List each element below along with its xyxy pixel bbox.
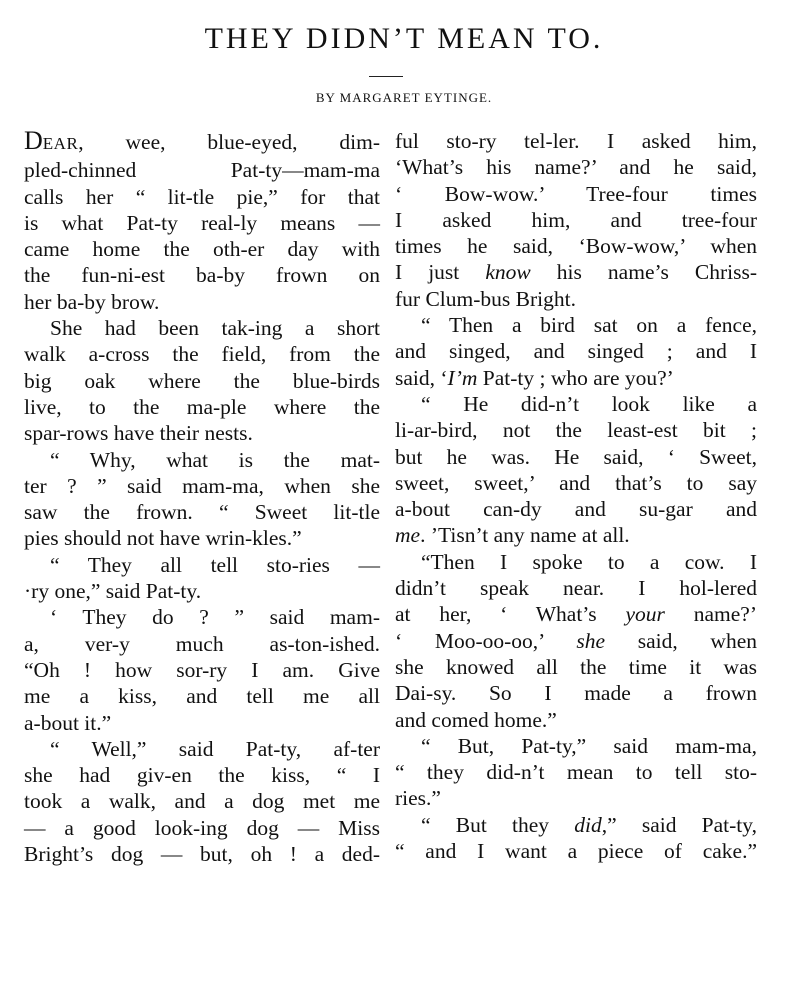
text-line: sweet, sweet,’ and that’s to say	[395, 470, 757, 495]
text-line: “ and I want a piece of cake.”	[395, 839, 757, 864]
text-line: ‘ They do ? ” said mam-	[50, 605, 380, 630]
text-line: times he said, ‘Bow-wow,’ when	[395, 234, 757, 259]
text-line	[395, 522, 757, 548]
italic-word: I’m	[447, 365, 478, 390]
text-line: “ Well,” said Pat-ty, af-ter	[50, 736, 380, 761]
text-line: ful sto-ry tel-ler. I asked him,	[395, 129, 757, 153]
italic-word: me	[395, 523, 421, 548]
text-line: calls her “ lit-tle pie,” for that	[24, 184, 380, 209]
text-line: Bright’s dog — but, oh ! a ded-	[24, 842, 380, 867]
text-line: her ba-by brow.	[24, 289, 160, 314]
italic-word: did	[574, 812, 602, 837]
text-line: a-bout can-dy and su-gar and	[395, 497, 757, 522]
text-line: the fun-ni-est ba-by frown on	[24, 263, 380, 288]
text-line: I asked him, and tree-four	[395, 207, 757, 232]
italic-word: she	[576, 628, 606, 653]
text-fragment: at her, ‘ What’s	[395, 602, 626, 627]
text-fragment: name?’	[664, 602, 757, 627]
text-line: she knowed all the time it was	[395, 654, 757, 679]
text-line	[395, 259, 757, 285]
text-line: ries.”	[395, 786, 441, 811]
text-line: fur Clum-bus Bright.	[395, 286, 576, 311]
title-rule	[369, 76, 403, 77]
text-line: big oak where the blue-birds	[24, 368, 380, 393]
text-line: took a walk, and a dog met me	[24, 789, 380, 814]
text-line: li-ar-bird, not the least-est bit ;	[395, 418, 757, 443]
text-fragment: said, when	[605, 628, 757, 653]
text-line: is what Pat-ty real-ly means —	[24, 210, 380, 235]
italic-word: know	[485, 260, 531, 285]
text-line: “ They all tell sto-ries —	[50, 552, 380, 577]
text-line	[395, 812, 757, 838]
text-line: “Then I spoke to a cow. I	[421, 549, 757, 574]
text-line	[395, 628, 757, 654]
text-fragment: “ But they	[421, 812, 575, 837]
text-line: ‘ Bow-wow.’ Tree-four times	[395, 181, 757, 206]
text-line: ‘What’s his name?’ and he said,	[395, 155, 757, 180]
article-byline: BY MARGARET EYTINGE.	[315, 90, 493, 105]
text-fragment: . ’Tisn’t any name at all.	[420, 523, 630, 548]
text-line: and comed home.”	[395, 707, 557, 732]
article-title: THEY DIDN’T MEAN TO.	[204, 22, 604, 55]
text-line: “Oh ! how sor-ry I am. Give	[24, 657, 380, 682]
text-line	[395, 601, 757, 627]
text-fragment: his name’s Chriss-	[530, 260, 758, 285]
text-line: ter ? ” said mam-ma, when she	[24, 473, 380, 498]
text-fragment: Pat-ty ; who are you?’	[477, 365, 674, 390]
text-line: walk a-cross the field, from the	[24, 342, 380, 367]
text-line: pled-chinned Pat-ty—mam-ma	[24, 158, 380, 183]
text-line	[395, 365, 757, 391]
text-column-left	[24, 128, 380, 867]
text-line: live, to the ma-ple where the	[24, 394, 380, 419]
text-line: “ they did-n’t mean to tell sto-	[395, 760, 757, 785]
text-line: a, ver-y much as-ton-ished.	[24, 631, 380, 656]
italic-word: your	[625, 602, 665, 627]
text-line: Dai-sy. So I made a frown	[395, 681, 757, 706]
text-line: saw the frown. “ Sweet lit-tle	[24, 500, 380, 525]
text-line: spar-rows have their nests.	[24, 421, 253, 446]
small-caps-word: EAR	[42, 134, 79, 153]
text-fragment: I just	[395, 260, 486, 285]
text-line: me a kiss, and tell me all	[24, 684, 380, 709]
text-fragment: ,” said Pat-ty,	[601, 812, 758, 837]
text-fragment: ‘ Moo-oo-oo,’	[395, 628, 577, 653]
text-line	[24, 128, 380, 157]
text-line: pies should not have wrin-kles.”	[24, 526, 302, 551]
text-line: “ Why, what is the mat-	[50, 447, 380, 472]
text-line: but he was. He said, ‘ Sweet,	[395, 444, 757, 469]
text-line: She had been tak-ing a short	[50, 316, 380, 341]
text-fragment: said, ‘	[395, 365, 448, 390]
first-line-text: , wee, blue-eyed, dim-	[78, 130, 380, 154]
drop-cap: D	[24, 126, 43, 155]
text-line: ·ry one,” said Pat-ty.	[24, 579, 202, 604]
text-line: and singed, and singed ; and I	[395, 339, 757, 364]
text-line: “ Then a bird sat on a fence,	[421, 313, 757, 338]
text-line: came home the oth-er day with	[24, 237, 380, 262]
text-line: a-bout it.”	[24, 710, 112, 735]
text-line: “ He did-n’t look like a	[421, 391, 757, 416]
text-line: “ But, Pat-ty,” said mam-ma,	[421, 733, 757, 758]
text-column-right	[395, 128, 757, 864]
text-line: didn’t speak near. I hol-lered	[395, 576, 757, 601]
text-line: she had giv-en the kiss, “ I	[24, 763, 380, 788]
text-line: — a good look-ing dog — Miss	[24, 815, 380, 840]
